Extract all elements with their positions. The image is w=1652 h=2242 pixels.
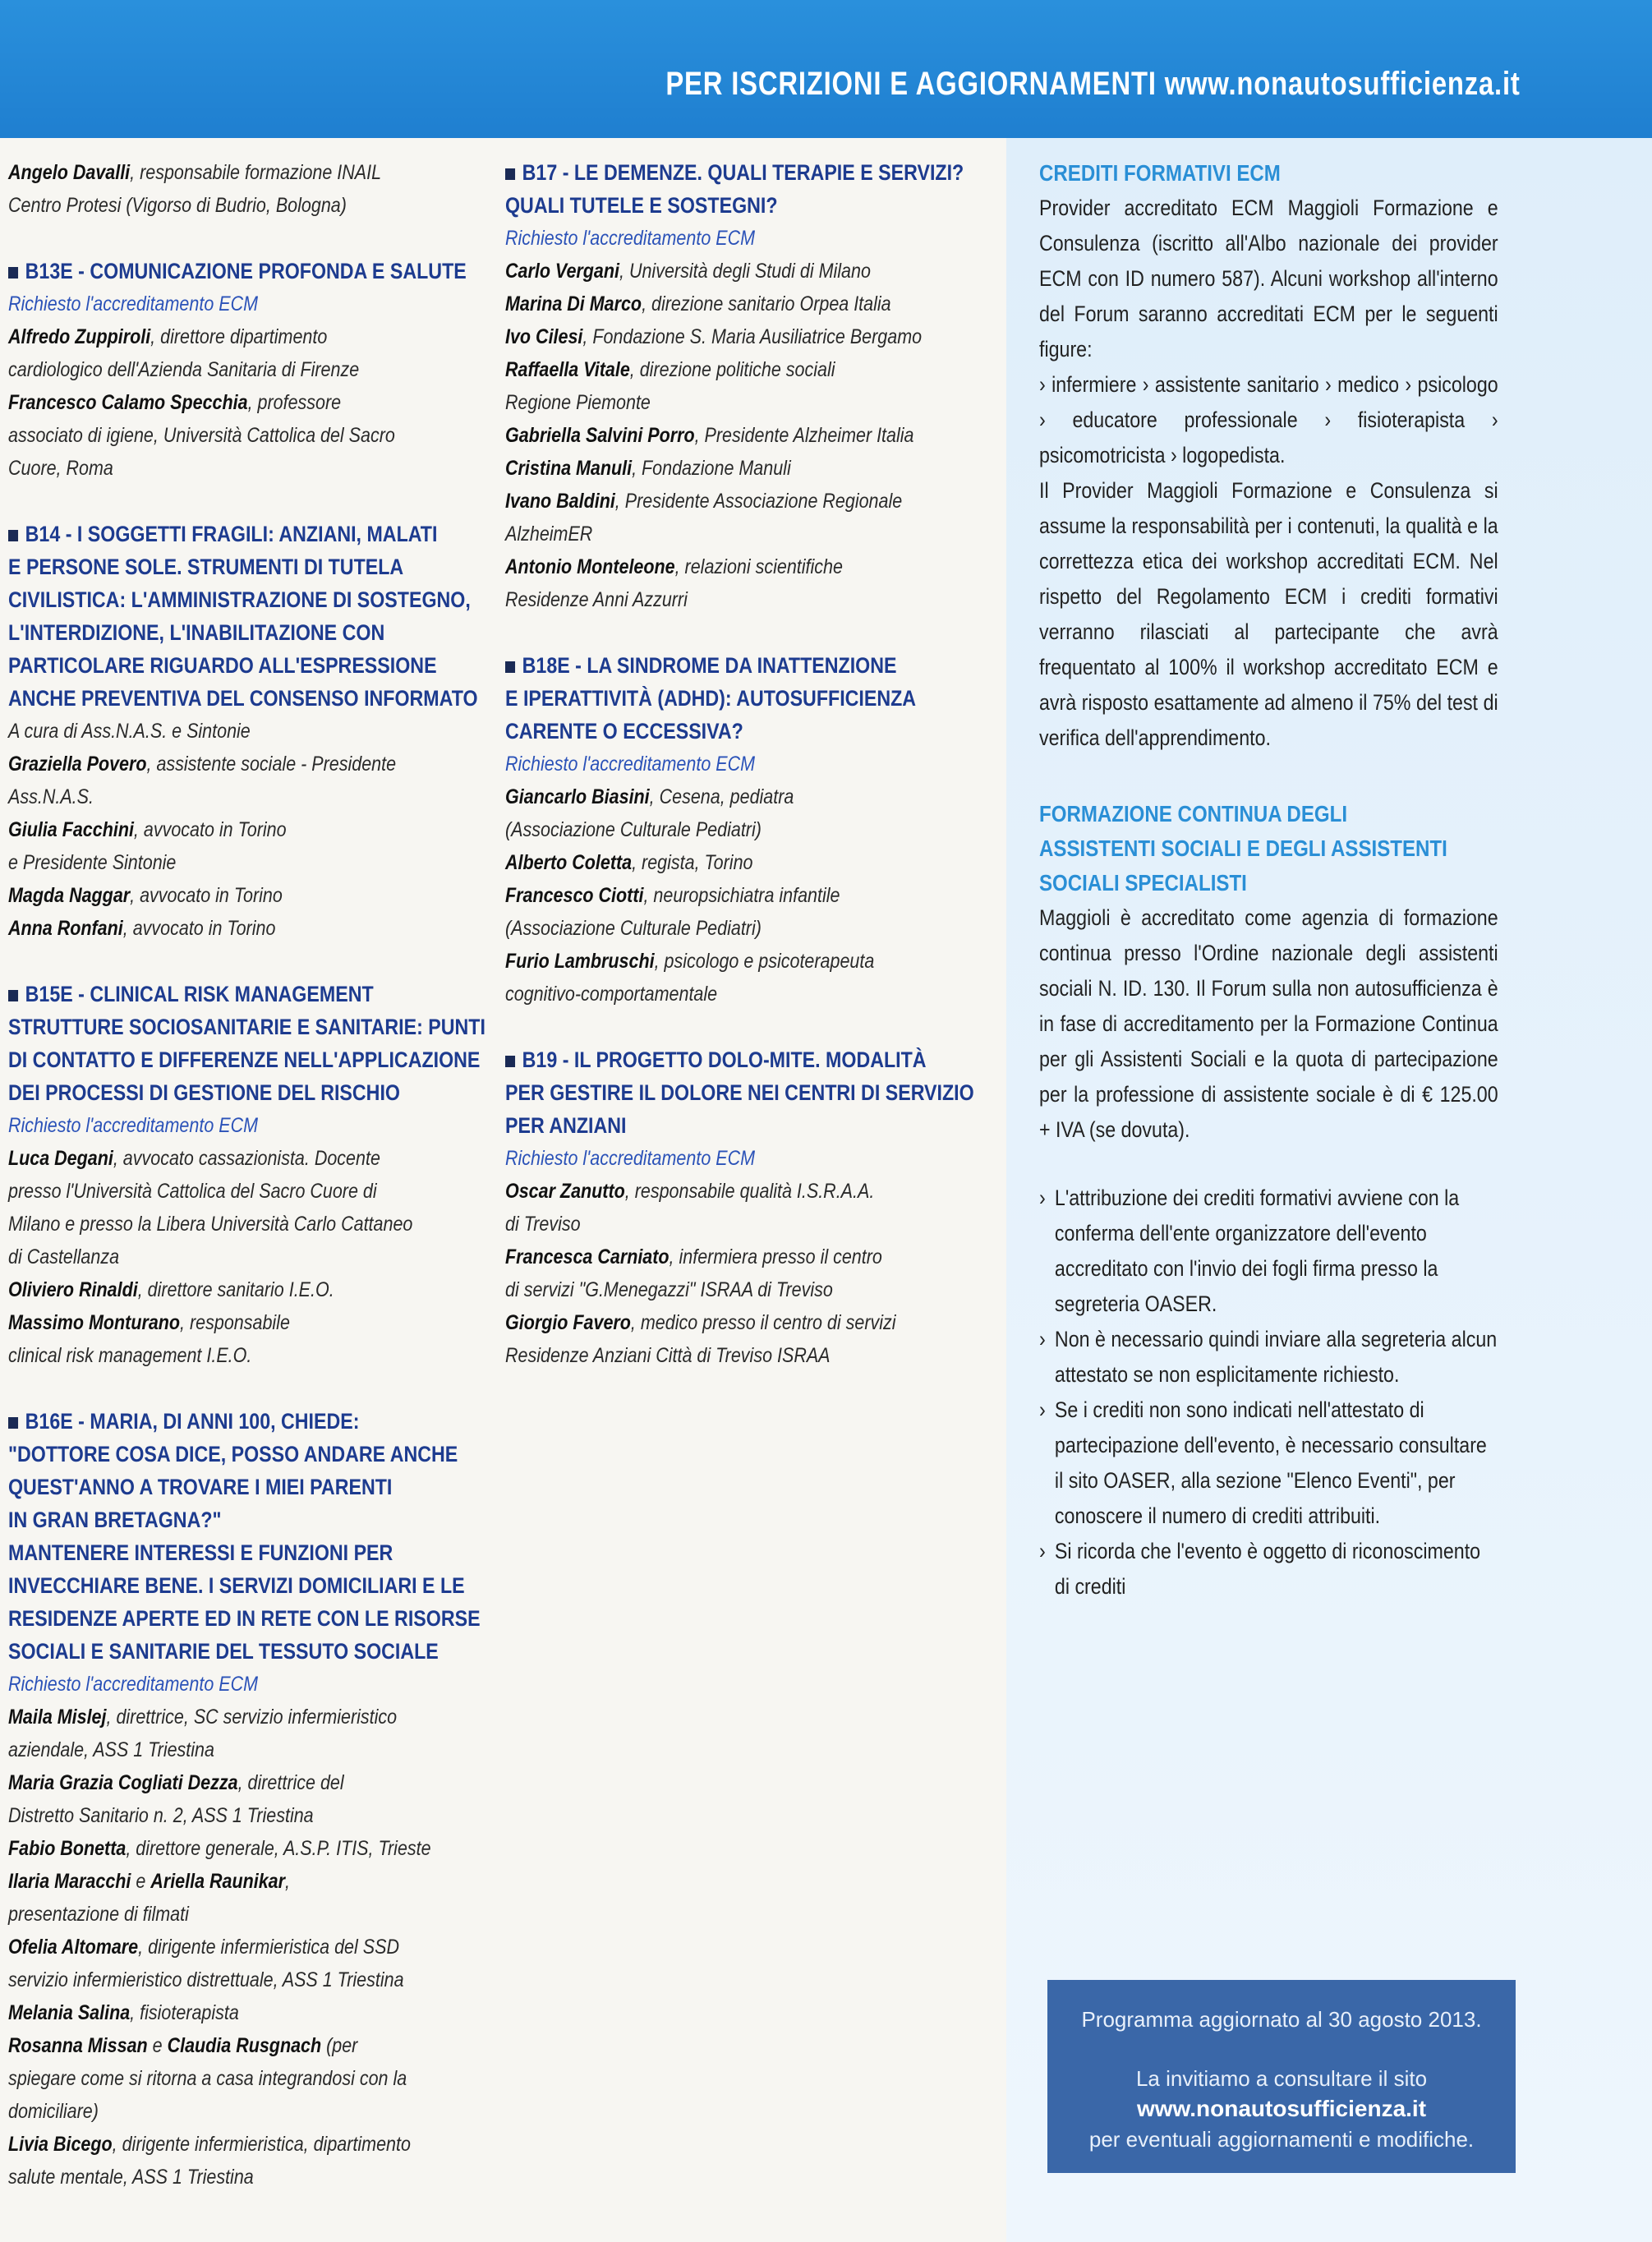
speaker-role: e [131,1870,151,1893]
section-title-text: B19 - IL PROGETTO DOLO-MITE. MODALITÀ [522,1047,927,1072]
speaker-role: servizio infermieristico distrettuale, ASS 1 Triestina [8,1968,404,1991]
speaker-line [8,419,500,452]
speaker-line [8,879,500,912]
speaker-role: , direttrice, SC servizio infermieristico [106,1706,398,1729]
section-title-text: RESIDENZE APERTE ED IN RETE CON LE RISORSE [8,1606,481,1631]
formazione-section [1039,797,1499,1604]
speaker-line [8,1241,500,1273]
section-title-line [505,1109,1005,1142]
speaker-name: Cristina Manuli [505,457,633,480]
speaker-line [505,518,1005,550]
speaker-role: , dirigente infermieristica, dipartimento [112,2133,411,2156]
speaker-line [8,1766,500,1799]
speaker-role: , direttore generale, A.S.P. ITIS, Trieste [126,1837,431,1860]
section-title-text: L'INTERDIZIONE, L'INABILITAZIONE CON [8,620,385,645]
speaker-line [505,1339,1005,1372]
section-title-text: PER ANZIANI [505,1113,627,1138]
speaker-role: aziendale, ASS 1 Triestina [8,1738,214,1761]
speaker-line [8,1175,500,1208]
ecm-accreditation-note: Richiesto l'accreditamento ECM [505,227,756,250]
speaker-role: , assistente sociale - Presidente [146,753,397,776]
speaker-line [505,1208,1005,1241]
speaker-role: , avvocato in Torino [130,884,283,907]
speaker-role: , [285,1870,290,1893]
workshop-b17 [505,156,1006,616]
speaker-name: Giulia Facchini [8,818,134,841]
chevron-right-icon: › [1039,1397,1046,1422]
update-date: Programma aggiornato al 30 agosto 2013. [1081,2007,1482,2032]
speaker-line [8,1339,500,1372]
speaker-name: Alfredo Zuppiroli [8,325,151,348]
speaker-role: e [147,2034,168,2057]
speaker-role: (Associazione Culturale Pediatri) [505,818,762,841]
speaker-line [8,353,500,386]
speaker-name: Ilaria Maracchi [8,1870,131,1893]
chevron-right-icon: › [1039,1327,1046,1351]
intro-section [8,156,501,222]
speaker-line [505,945,1005,978]
chevron-right-icon: › [1039,1185,1046,1210]
speaker-role: cognitivo-comportamentale [505,983,718,1006]
section-title-line [505,1043,1005,1076]
section-title-line [8,1043,500,1076]
speaker-line [505,879,1005,912]
section-title-text: PER GESTIRE IL DOLORE NEI CENTRI DI SERVIZIO [505,1080,974,1105]
section-title-text: E IPERATTIVITÀ (ADHD): AUTOSUFFICIENZA [505,686,917,711]
speaker-line [505,386,1005,419]
section-title-text: B16E - MARIA, DI ANNI 100, CHIEDE: [25,1409,360,1434]
speaker-name: Melania Salina [8,2001,131,2024]
speaker-role: domiciliare) [8,2100,99,2123]
speaker-role: di Castellanza [8,1245,120,1268]
speaker-line [505,550,1005,583]
speaker-role: Residenze Anni Azzurri [505,588,688,611]
updates-text: per eventuali aggiornamenti e modifiche. [1088,2127,1475,2152]
square-bullet-icon [505,1056,515,1067]
section-title-text: DEI PROCESSI DI GESTIONE DEL RISCHIO [8,1080,400,1105]
section-title-line [8,978,500,1011]
speaker-role: e Presidente Sintonie [8,851,177,874]
speaker-line [8,1865,500,1898]
speaker-line [8,320,500,353]
speaker-role: , responsabile qualità I.S.R.A.A. [624,1180,875,1203]
speaker-role: Regione Piemonte [505,391,651,414]
speaker-name: Francesca Carniato [505,1245,670,1268]
speaker-name: Magda Naggar [8,884,131,907]
speaker-role: cardiologico dell'Azienda Sanitaria di Firenze [8,358,360,381]
speaker-line [8,189,500,222]
speaker-name: Antonio Monteleone [505,555,675,578]
speaker-role: clinical risk management I.E.O. [8,1344,252,1367]
speaker-line [505,1175,1005,1208]
speaker-name: Oliviero Rinaldi [8,1278,138,1301]
speaker-role: di servizi "G.Menegazzi" ISRAA di Treviso [505,1278,833,1301]
speaker-name: Claudia Rusgnach [167,2034,322,2057]
speaker-line [8,1898,500,1931]
formazione-bullet: › Se i crediti non sono indicati nell'attestato di partecipazione dell'evento, è necessario consultare il sito OASER, alla sezione "Elenco Eventi", per conoscere il numero di crediti attribuiti. [1039,1393,1498,1534]
section-title-line [8,682,500,715]
speaker-name: Maila Mislej [8,1706,107,1729]
speaker-name: Marina Di Marco [505,292,642,315]
speaker-line [505,1306,1005,1339]
speaker-role: presentazione di filmati [8,1903,189,1926]
ecm-accreditation-note: Richiesto l'accreditamento ECM [8,292,259,315]
speaker-role: , direttrice del [237,1771,344,1794]
square-bullet-icon [8,530,18,541]
speaker-line [505,846,1005,879]
speaker-line [8,1832,500,1865]
speaker-line [8,452,500,485]
workshop-b15e [8,978,501,1372]
section-title-text: B18E - LA SINDROME DA INATTENZIONE [522,653,897,678]
speaker-role: Residenze Anziani Città di Treviso ISRAA [505,1344,831,1367]
speaker-line [505,255,1005,288]
column-3 [1039,156,1499,1637]
speaker-line [505,912,1005,945]
speaker-role: , Presidente Associazione Regionale [614,490,903,513]
speaker-line [505,780,1005,813]
speaker-name: Francesco Ciotti [505,884,644,907]
section-title-line [8,649,500,682]
speaker-role: , medico presso il centro di servizi [630,1311,896,1334]
speaker-line [505,1241,1005,1273]
section-title-line [8,583,500,616]
speaker-role: presso l'Università Cattolica del Sacro Cuore di [8,1180,377,1203]
speaker-role: , responsabile [180,1311,290,1334]
ecm-accreditation-note: Richiesto l'accreditamento ECM [505,753,756,776]
section-title-line [8,1438,500,1471]
speaker-role: , professore [247,391,342,414]
speaker-name: Anna Ronfani [8,917,123,940]
section-title-line [505,1076,1005,1109]
speaker-role: associato di igiene, Università Cattolica del Sacro [8,424,395,447]
section-title-line [8,518,500,550]
crediti-paragraph-2: Il Provider Maggioli Formazione e Consulenza si assume la responsabilità per i contenuti, la qualità e la correttezza etica dei workshop accreditati ECM. Nel rispetto del Regolamento ECM i crediti formativi verranno rilasciati al partecipante che avrà frequentato al 100% il workshop accreditato ECM e avrà risposto esattamente ad almeno il 75% del test di verifica dell'apprendimento. [1039,478,1498,750]
speaker-line [8,1273,500,1306]
speaker-line [8,748,500,780]
speaker-role: , fisioterapista [130,2001,239,2024]
speaker-name: Ivo Cilesi [505,325,583,348]
section-title-line [8,1405,500,1438]
speaker-line [8,912,500,945]
speaker-line [505,452,1005,485]
section-title-line [505,649,1005,682]
section-title-line [8,1011,500,1043]
speaker-role: , avvocato cassazionista. Docente [113,1147,380,1170]
section-title-text: B17 - LE DEMENZE. QUALI TERAPIE E SERVIZI? [522,160,964,185]
speaker-line [8,1963,500,1996]
update-notice-box [1047,1980,1516,2173]
speaker-role: , infermiera presso il centro [669,1245,882,1268]
speaker-line [505,978,1005,1011]
section-title-text: PARTICOLARE RIGUARDO ALL'ESPRESSIONE [8,653,437,678]
header-banner: PER ISCRIZIONI E AGGIORNAMENTI www.nonautosufficienza.it [665,66,1521,102]
section-title-text: DI CONTATTO E DIFFERENZE NELL'APPLICAZIONE [8,1047,481,1072]
speaker-role: spiegare come si ritorna a casa integrandosi con la [8,2067,407,2090]
speaker-line [8,1799,500,1832]
crediti-section [1039,156,1499,756]
speaker-name: Furio Lambruschi [505,950,655,973]
speaker-name: Oscar Zanutto [505,1180,625,1203]
speaker-line [8,813,500,846]
speaker-role: Distretto Sanitario n. 2, ASS 1 Triestina [8,1804,314,1827]
section-title-text: SOCIALI E SANITARIE DEL TESSUTO SOCIALE [8,1639,439,1664]
speaker-role: , avvocato in Torino [122,917,276,940]
workshop-b14 [8,518,501,945]
speaker-line [8,2095,500,2128]
section-title-line [8,1503,500,1536]
square-bullet-icon [8,1417,18,1429]
speaker-role: Milano e presso la Libera Università Carlo Cattaneo [8,1213,413,1236]
speaker-line [8,715,500,748]
speaker-role: , Fondazione S. Maria Ausiliatrice Bergamo [582,325,923,348]
column-1 [8,156,501,2226]
section-title-text: CIVILISTICA: L'AMMINISTRAZIONE DI SOSTEGNO, [8,587,471,612]
speaker-role: , direzione sanitario Orpea Italia [642,292,891,315]
section-title-line [8,616,500,649]
section-title-text: B14 - I SOGGETTI FRAGILI: ANZIANI, MALATI [25,522,438,546]
speaker-role: , direttore sanitario I.E.O. [137,1278,334,1301]
speaker-line [505,288,1005,320]
speaker-name: Maria Grazia Cogliati Dezza [8,1771,238,1794]
speaker-line [505,353,1005,386]
speaker-name: Ofelia Altomare [8,1936,139,1959]
ecm-accreditation-note: Richiesto l'accreditamento ECM [8,1673,259,1696]
speaker-line [8,2128,500,2161]
workshop-b16e [8,1405,501,2194]
speaker-role: A cura di Ass.N.A.S. e Sintonie [8,720,251,743]
formazione-title-line: FORMAZIONE CONTINUA DEGLI [1039,801,1348,826]
workshop-b19 [505,1043,1006,1372]
column-2 [505,156,1006,1405]
formazione-bullet: › L'attribuzione dei crediti formativi avviene con la conferma dell'ente organizzatore dell'evento accreditato con l'invio dei fogli firma presso la segreteria OASER. [1039,1181,1498,1322]
speaker-line [8,1701,500,1733]
speaker-line [505,485,1005,518]
speaker-role: Centro Protesi (Vigorso di Budrio, Bologna) [8,194,347,217]
section-title-line [8,1471,500,1503]
speaker-name: Giorgio Favero [505,1311,631,1334]
header-bar [0,0,1652,138]
speaker-role: , neuropsichiatra infantile [643,884,840,907]
speaker-line [8,2161,500,2194]
section-title-text: B15E - CLINICAL RISK MANAGEMENT [25,982,374,1006]
section-title-line [505,682,1005,715]
section-title-line [8,1635,500,1668]
invite-text: La invitiamo a consultare il sito [1135,2066,1428,2091]
section-title-line [8,1076,500,1109]
crediti-figure-list: › infermiere › assistente sanitario › medico › psicologo › educatore professionale › fisioterapista › psicomotricista › logopedista. [1039,372,1498,467]
speaker-role: , dirigente infermieristica del SSD [138,1936,399,1959]
speaker-role: , avvocato in Torino [133,818,287,841]
square-bullet-icon [505,661,515,673]
speaker-name: Massimo Monturano [8,1311,181,1334]
speaker-name: Gabriella Salvini Porro [505,424,695,447]
speaker-name: Francesco Calamo Specchia [8,391,248,414]
section-title-text: IN GRAN BRETAGNA?" [8,1508,222,1532]
formazione-bullet: › Non è necessario quindi inviare alla segreteria alcun attestato se non esplicitamente richiesto. [1039,1322,1498,1393]
speaker-line [505,320,1005,353]
speaker-name: Giancarlo Biasini [505,785,650,808]
site-link[interactable]: www.nonautosufficienza.it [1136,2096,1427,2121]
section-title-text: E PERSONE SOLE. STRUMENTI DI TUTELA [8,555,404,579]
ecm-accreditation-note: Richiesto l'accreditamento ECM [505,1147,756,1170]
speaker-name: Luca Degani [8,1147,113,1170]
square-bullet-icon [8,990,18,1001]
section-title-text: B13E - COMUNICAZIONE PROFONDA E SALUTE [25,259,467,283]
speaker-role: , Cesena, pediatra [649,785,794,808]
speaker-name: Graziella Povero [8,753,147,776]
speaker-role: salute mentale, ASS 1 Triestina [8,2166,254,2189]
square-bullet-icon [8,267,18,279]
section-title-text: QUEST'ANNO A TROVARE I MIEI PARENTI [8,1475,393,1499]
section-title-text: MANTENERE INTERESSI E FUNZIONI PER [8,1540,393,1565]
section-title-text: INVECCHIARE BENE. I SERVIZI DOMICILIARI E LE [8,1573,465,1598]
speaker-role: , responsabile formazione INAIL [130,161,382,184]
speaker-line [505,583,1005,616]
speaker-role: di Treviso [505,1213,581,1236]
section-title-text: ANCHE PREVENTIVA DEL CONSENSO INFORMATO [8,686,478,711]
speaker-role: , Università degli Studi di Milano [619,260,871,283]
speaker-name: Ariella Raunikar [150,1870,286,1893]
section-title-line [8,1569,500,1602]
speaker-line [8,1142,500,1175]
speaker-line [8,2029,500,2062]
speaker-line [505,419,1005,452]
workshop-b18e [505,649,1006,1011]
speaker-role: , Presidente Alzheimer Italia [694,424,914,447]
speaker-line [8,780,500,813]
speaker-name: Ivano Baldini [505,490,615,513]
speaker-line [8,1931,500,1963]
speaker-role: , Fondazione Manuli [632,457,791,480]
section-title-line [8,1536,500,1569]
speaker-role: (Associazione Culturale Pediatri) [505,917,762,940]
speaker-line [8,156,500,189]
speaker-line [8,1208,500,1241]
speaker-role: , regista, Torino [632,851,753,874]
speaker-role: , psicologo e psicoterapeuta [654,950,875,973]
workshop-b13e [8,255,501,485]
speaker-name: Rosanna Missan [8,2034,148,2057]
formazione-paragraph: Maggioli è accreditato come agenzia di formazione continua presso l'Ordine nazionale degli assistenti sociali N. ID. 130. Il Forum sulla non autosufficienza è in fase di accreditamento per la Formazione Continua per gli Assistenti Sociali e la quota di partecipazione per la professione di assistente sociale è di € 125.00 + IVA (se dovuta). [1039,905,1498,1142]
section-title-text: "DOTTORE COSA DICE, POSSO ANDARE ANCHE [8,1442,458,1466]
section-title-text: CARENTE O ECCESSIVA? [505,719,743,743]
speaker-line [8,1733,500,1766]
speaker-name: Fabio Bonetta [8,1837,127,1860]
section-title-line [8,550,500,583]
speaker-name: Livia Bicego [8,2133,113,2156]
section-title-text: STRUTTURE SOCIOSANITARIE E SANITARIE: PUNTI [8,1015,485,1039]
section-title-line [505,156,1005,189]
speaker-role: , direzione politiche sociali [629,358,835,381]
speaker-line [505,1273,1005,1306]
formazione-title-line: ASSISTENTI SOCIALI E DEGLI ASSISTENTI [1039,836,1447,861]
speaker-role: AlzheimER [505,523,593,546]
speaker-name: Raffaella Vitale [505,358,630,381]
speaker-name: Angelo Davalli [8,161,131,184]
formazione-title-line: SOCIALI SPECIALISTI [1039,870,1247,895]
speaker-name: Alberto Coletta [505,851,633,874]
speaker-line [8,846,500,879]
speaker-role: Ass.N.A.S. [8,785,94,808]
square-bullet-icon [505,168,515,180]
speaker-role: (per [321,2034,358,2057]
speaker-role: , relazioni scientifiche [674,555,843,578]
section-title-line [8,255,500,288]
crediti-title: CREDITI FORMATIVI ECM [1039,160,1281,186]
section-title-line [505,189,1005,222]
speaker-line [8,1306,500,1339]
formazione-bullet: › Si ricorda che l'evento è oggetto di riconoscimento di crediti [1039,1534,1498,1604]
section-title-line [505,715,1005,748]
section-title-line [8,1602,500,1635]
speaker-role: Cuore, Roma [8,457,113,480]
chevron-right-icon: › [1039,1539,1046,1563]
speaker-role: , direttore dipartimento [150,325,328,348]
speaker-line [505,813,1005,846]
speaker-line [8,2062,500,2095]
speaker-line [8,386,500,419]
speaker-line [8,1996,500,2029]
section-title-text: QUALI TUTELE E SOSTEGNI? [505,193,778,218]
ecm-accreditation-note: Richiesto l'accreditamento ECM [8,1114,259,1137]
crediti-paragraph-1: Provider accreditato ECM Maggioli Formazione e Consulenza (iscritto all'Albo nazionale dei provider ECM con ID numero 587). Alcuni workshop all'interno del Forum saranno accreditati ECM per le seguenti figure: [1039,196,1498,361]
speaker-name: Carlo Vergani [505,260,619,283]
